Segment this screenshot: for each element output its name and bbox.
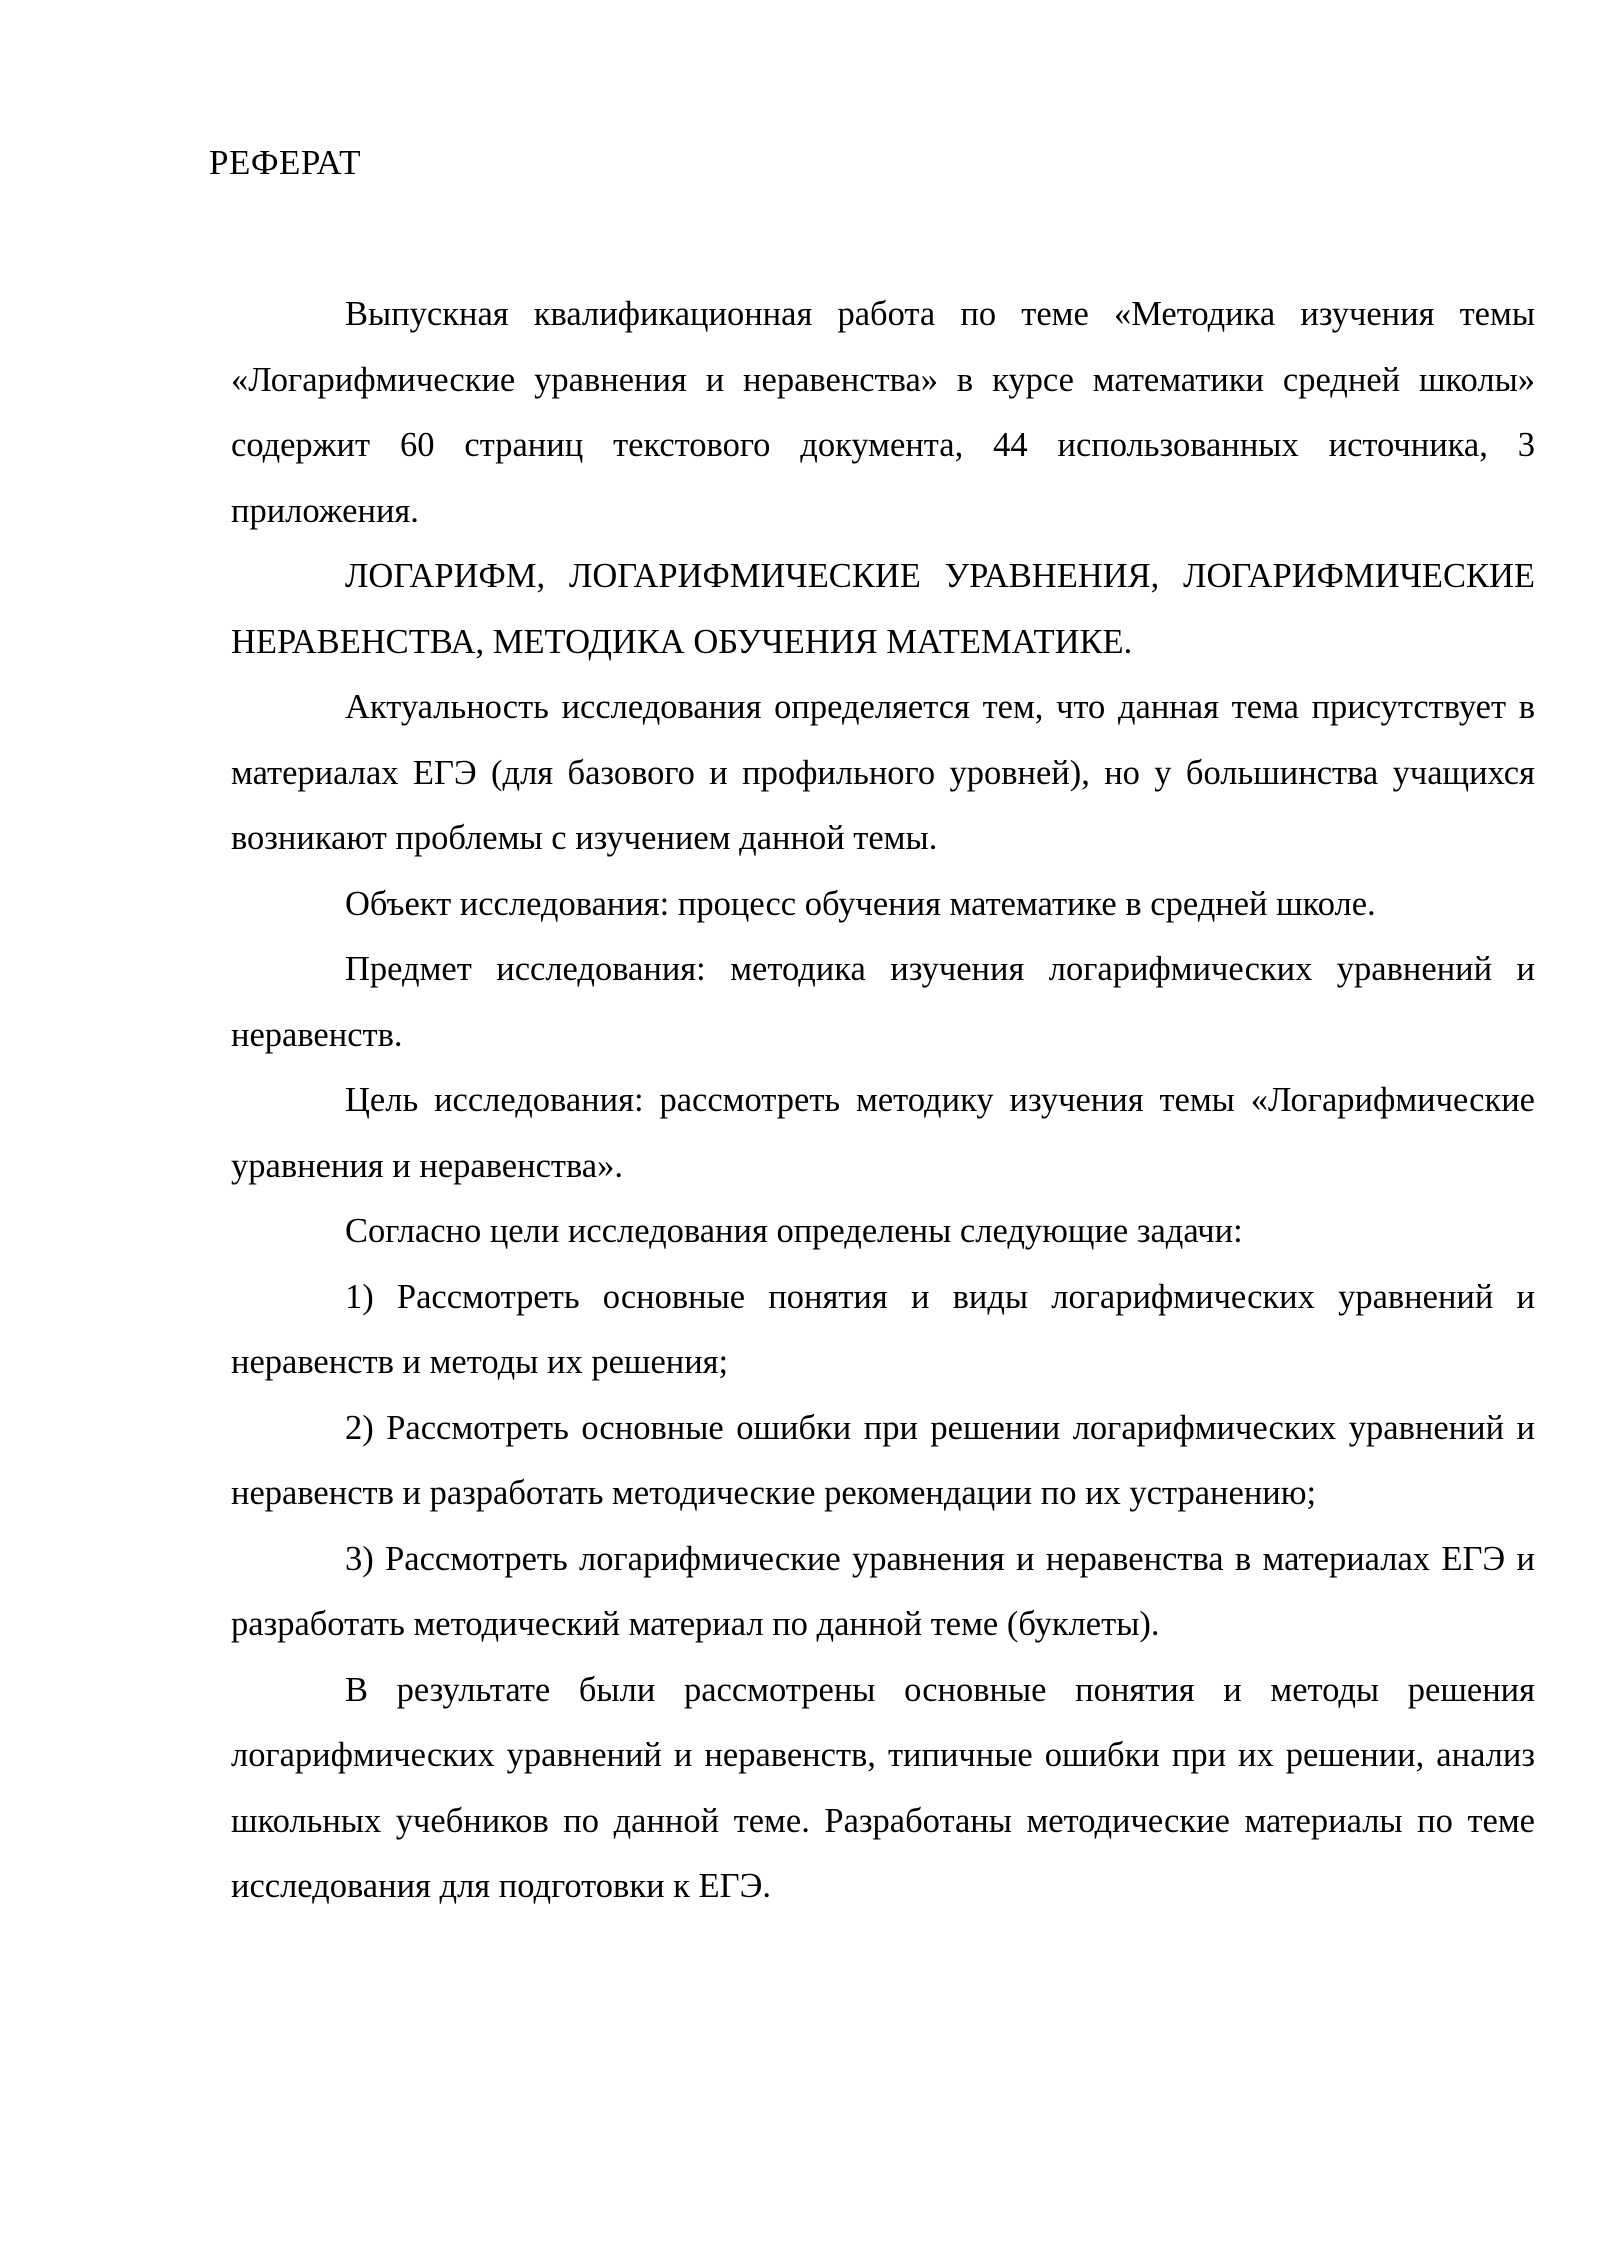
paragraph-object: Объект исследования: процесс обучения математике в средней школе. (345, 884, 1376, 923)
paragraph-task-1: 1) Рассмотреть основные понятия и виды логарифмических уравнений и неравенств и методы их решения; (231, 1277, 1535, 1381)
paragraph-tasks-intro: Согласно цели исследования определены следующие задачи: (345, 1212, 1243, 1250)
paragraph-summary: Выпускная квалификационная работа по теме «Методика изучения темы «Логарифмические уравнения и неравенства» в курсе математики средней школы» содержит 60 страниц текстового документа, 44 использованных источника, 3 приложения. (231, 295, 1535, 530)
paragraph-subject: Предмет исследования: методика изучения логарифмических уравнений и неравенств. (231, 950, 1535, 1054)
paragraph-task-2: 2) Рассмотреть основные ошибки при решении логарифмических уравнений и неравенств и разработать методические рекомендации по их устранению; (231, 1408, 1535, 1512)
paragraph-keywords: ЛОГАРИФМ, ЛОГАРИФМИЧЕСКИЕ УРАВНЕНИЯ, ЛОГАРИФМИЧЕСКИЕ НЕРАВЕНСТВА, МЕТОДИКА ОБУЧЕНИЯ МАТЕМАТИКЕ. (231, 557, 1535, 661)
paragraph-results: В результате были рассмотрены основные понятия и методы решения логарифмических уравнений и неравенств, типичные ошибки при их решении, анализ школьных учебников по данной теме. Разработаны методические материалы по теме исследования для подготовки к ЕГЭ. (231, 1670, 1535, 1905)
paragraph-task-3: 3) Рассмотреть логарифмические уравнения и неравенства в материалах ЕГЭ и разработать методический материал по данной теме (буклеты). (231, 1539, 1535, 1643)
page-heading: РЕФЕРАТ (209, 143, 361, 182)
abstract-body (231, 282, 1535, 1920)
paragraph-goal: Цель исследования: рассмотреть методику изучения темы «Логарифмические уравнения и неравенства». (231, 1081, 1535, 1185)
paragraph-relevance: Актуальность исследования определяется тем, что данная тема присутствует в материалах ЕГЭ (для базового и профильного уровней), но у большинства учащихся возникают проблемы с изучением данной темы. (231, 688, 1535, 857)
